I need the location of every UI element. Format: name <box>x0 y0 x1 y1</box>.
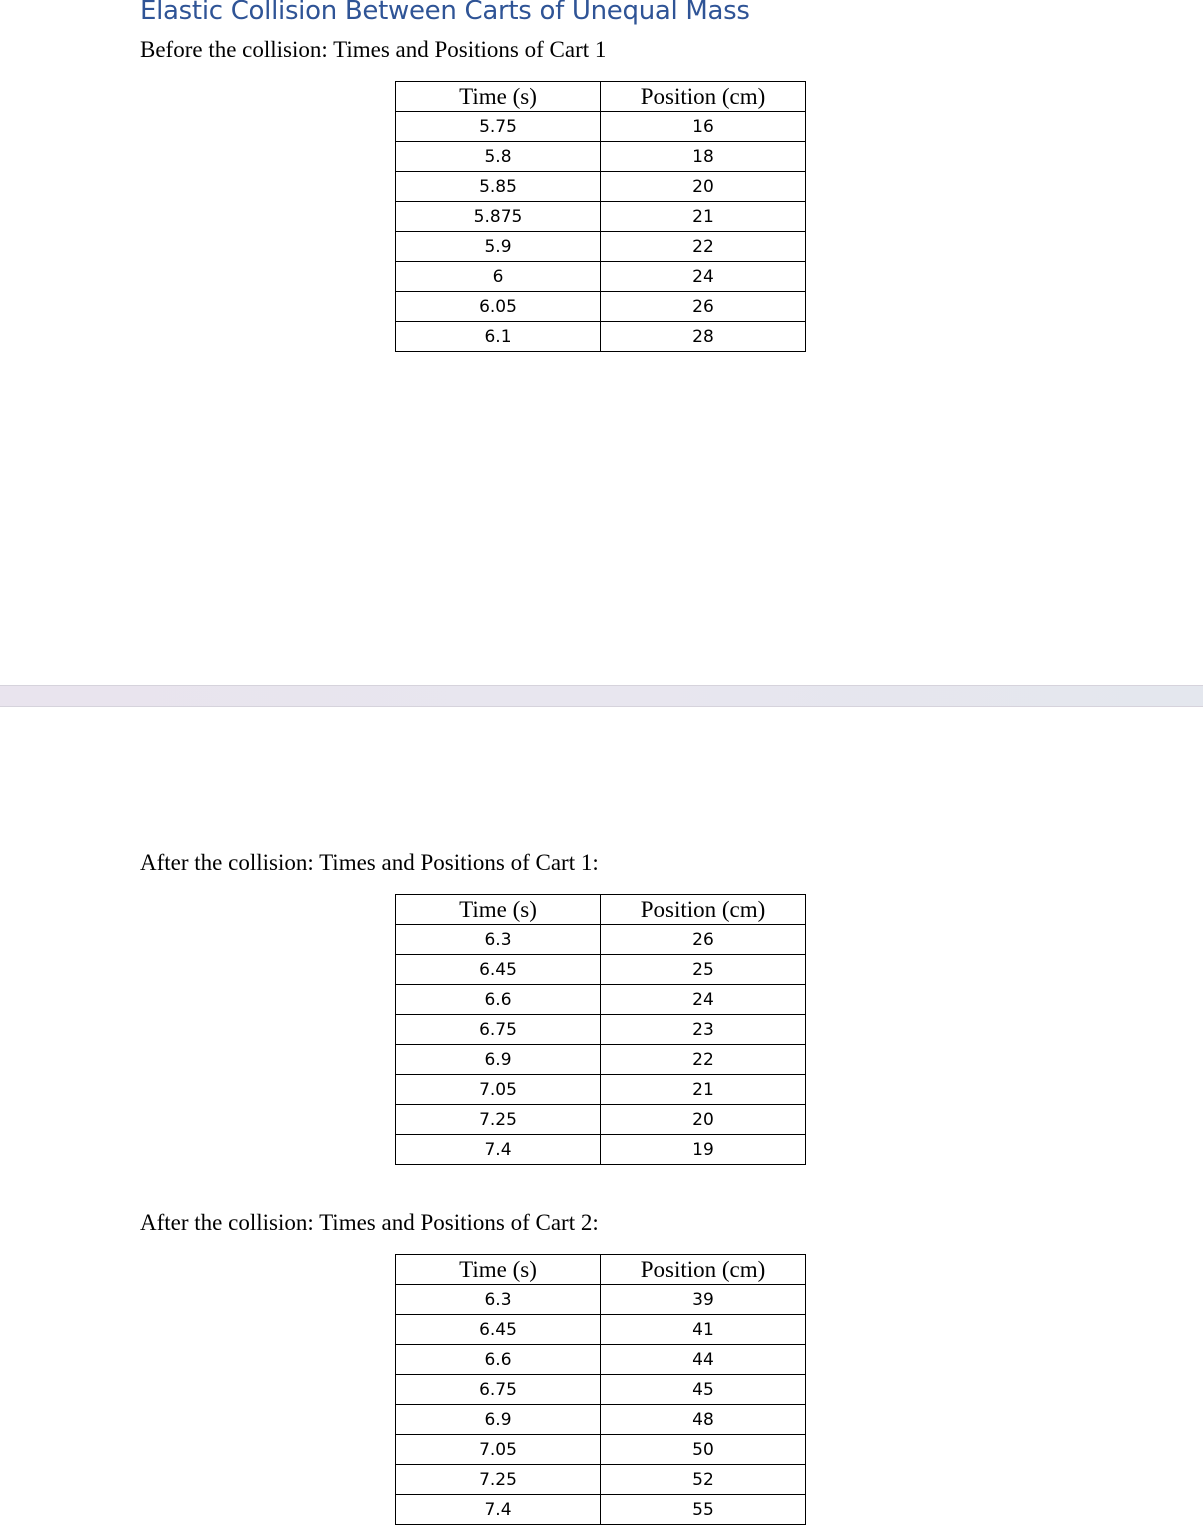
column-header-time: Time (s) <box>396 1255 601 1285</box>
time-cell: 5.875 <box>396 202 601 232</box>
position-cell: 26 <box>601 925 806 955</box>
section-caption-after-cart2: After the collision: Times and Positions of Cart 2: <box>140 1210 599 1235</box>
table-row <box>396 202 806 232</box>
position-cell: 16 <box>601 112 806 142</box>
position-cell: 39 <box>601 1285 806 1315</box>
table-header-row <box>396 895 806 925</box>
time-cell: 7.25 <box>396 1465 601 1495</box>
position-cell: 26 <box>601 292 806 322</box>
table-row <box>396 1285 806 1315</box>
column-header-time: Time (s) <box>396 82 601 112</box>
table-after-cart2 <box>395 1254 806 1525</box>
position-cell: 25 <box>601 955 806 985</box>
time-cell: 6.75 <box>396 1015 601 1045</box>
time-cell: 6.3 <box>396 925 601 955</box>
time-cell: 5.9 <box>396 232 601 262</box>
time-cell: 6.6 <box>396 1345 601 1375</box>
time-cell: 6.1 <box>396 322 601 352</box>
time-cell: 6.75 <box>396 1375 601 1405</box>
table-after-cart1 <box>395 894 806 1165</box>
time-cell: 6.45 <box>396 955 601 985</box>
table-header-row <box>396 82 806 112</box>
position-cell: 22 <box>601 1045 806 1075</box>
time-cell: 6 <box>396 262 601 292</box>
table-row <box>396 1405 806 1435</box>
position-cell: 55 <box>601 1495 806 1525</box>
table-row <box>396 1075 806 1105</box>
position-cell: 20 <box>601 172 806 202</box>
time-cell: 6.3 <box>396 1285 601 1315</box>
table-row <box>396 955 806 985</box>
position-cell: 21 <box>601 202 806 232</box>
time-cell: 6.9 <box>396 1405 601 1435</box>
time-cell: 7.05 <box>396 1435 601 1465</box>
time-cell: 7.05 <box>396 1075 601 1105</box>
column-header-position: Position (cm) <box>601 895 806 925</box>
time-cell: 7.25 <box>396 1105 601 1135</box>
section-caption-before-cart1: Before the collision: Times and Positions of Cart 1 <box>140 37 607 62</box>
table-row <box>396 112 806 142</box>
table-row <box>396 142 806 172</box>
table-row <box>396 232 806 262</box>
time-cell: 6.05 <box>396 292 601 322</box>
position-cell: 23 <box>601 1015 806 1045</box>
table-row <box>396 262 806 292</box>
table-row <box>396 1465 806 1495</box>
column-header-position: Position (cm) <box>601 82 806 112</box>
position-cell: 41 <box>601 1315 806 1345</box>
table-row <box>396 1105 806 1135</box>
position-cell: 20 <box>601 1105 806 1135</box>
position-cell: 45 <box>601 1375 806 1405</box>
table-row <box>396 1495 806 1525</box>
time-cell: 7.4 <box>396 1135 601 1165</box>
table-row <box>396 1135 806 1165</box>
table-row <box>396 322 806 352</box>
column-header-position: Position (cm) <box>601 1255 806 1285</box>
position-cell: 19 <box>601 1135 806 1165</box>
time-cell: 6.6 <box>396 985 601 1015</box>
table-row <box>396 1435 806 1465</box>
time-cell: 6.9 <box>396 1045 601 1075</box>
time-cell: 5.85 <box>396 172 601 202</box>
table-row <box>396 925 806 955</box>
position-cell: 24 <box>601 985 806 1015</box>
table-row <box>396 172 806 202</box>
position-cell: 28 <box>601 322 806 352</box>
position-cell: 21 <box>601 1075 806 1105</box>
position-cell: 44 <box>601 1345 806 1375</box>
section-caption-after-cart1: After the collision: Times and Positions of Cart 1: <box>140 850 599 875</box>
position-cell: 22 <box>601 232 806 262</box>
table-row <box>396 1345 806 1375</box>
position-cell: 50 <box>601 1435 806 1465</box>
time-cell: 7.4 <box>396 1495 601 1525</box>
time-cell: 5.75 <box>396 112 601 142</box>
document-title: Elastic Collision Between Carts of Unequal Mass <box>140 0 750 26</box>
table-row <box>396 1375 806 1405</box>
column-header-time: Time (s) <box>396 895 601 925</box>
table-row <box>396 1045 806 1075</box>
position-cell: 24 <box>601 262 806 292</box>
page-break-divider <box>0 685 1203 707</box>
table-row <box>396 292 806 322</box>
time-cell: 6.45 <box>396 1315 601 1345</box>
table-header-row <box>396 1255 806 1285</box>
position-cell: 48 <box>601 1405 806 1435</box>
table-row <box>396 1315 806 1345</box>
time-cell: 5.8 <box>396 142 601 172</box>
position-cell: 18 <box>601 142 806 172</box>
table-row <box>396 985 806 1015</box>
position-cell: 52 <box>601 1465 806 1495</box>
table-row <box>396 1015 806 1045</box>
table-before-cart1 <box>395 81 806 352</box>
